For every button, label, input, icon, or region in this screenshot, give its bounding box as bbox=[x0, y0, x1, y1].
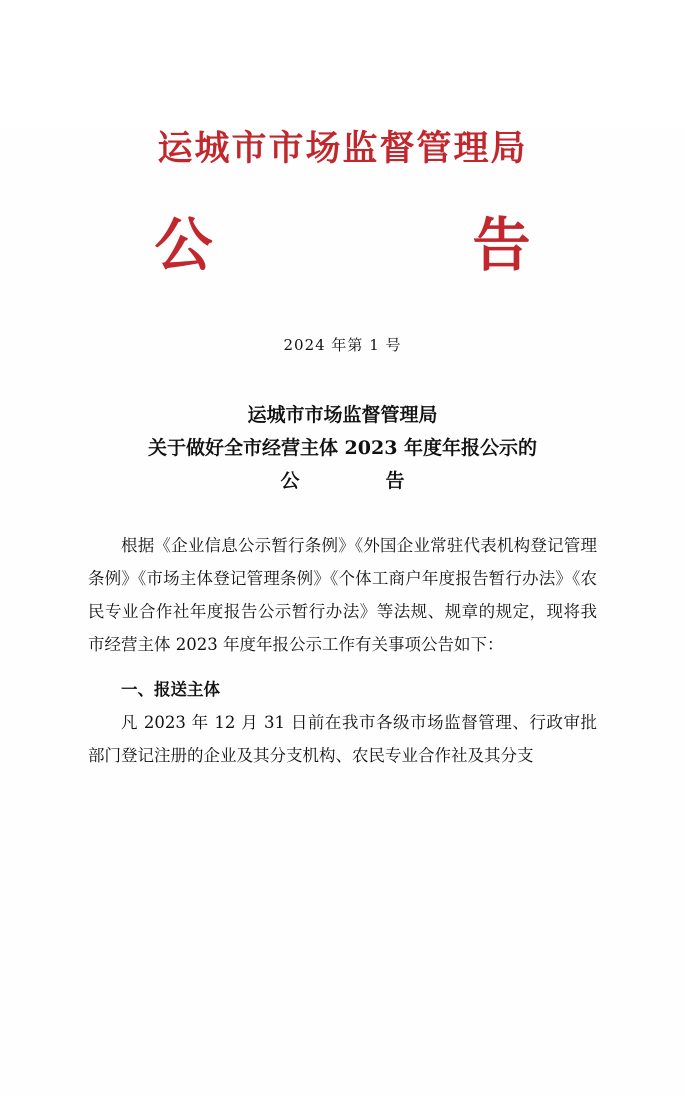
headline-announcement: 公 告 bbox=[154, 211, 579, 279]
title-line-1: 运城市市场监督管理局 bbox=[247, 403, 438, 426]
document-title bbox=[0, 399, 685, 499]
body-paragraph-1-container bbox=[88, 529, 597, 661]
document-page bbox=[0, 128, 685, 1096]
body-paragraph-1: 根据《企业信息公示暂行条例》《外国企业常驻代表机构登记管理条例》《市场主体登记管理条例》《个体工商户年度报告暂行办法》《农民专业合作社年度报告公示暂行办法》等法规、规章的规定，现将我市经营主体 2023 年度年报公示工作有关事项公告如下： bbox=[88, 535, 597, 654]
section-heading-1: 一、报送主体 bbox=[121, 679, 220, 699]
section-1-paragraph: 凡 2023 年 12 月 31 日前在我市各级市场监督管理、行政审批部门登记注册的企业及其分支机构、农民专业合作社及其分支 bbox=[88, 712, 597, 765]
issue-number: 2024 年第 1 号 bbox=[283, 335, 402, 354]
title-line-2: 关于做好全市经营主体 2023 年度年报公示的 bbox=[147, 437, 538, 460]
masthead-organization: 运城市市场监督管理局 bbox=[157, 128, 528, 169]
title-line-3: 公 告 bbox=[280, 470, 421, 493]
